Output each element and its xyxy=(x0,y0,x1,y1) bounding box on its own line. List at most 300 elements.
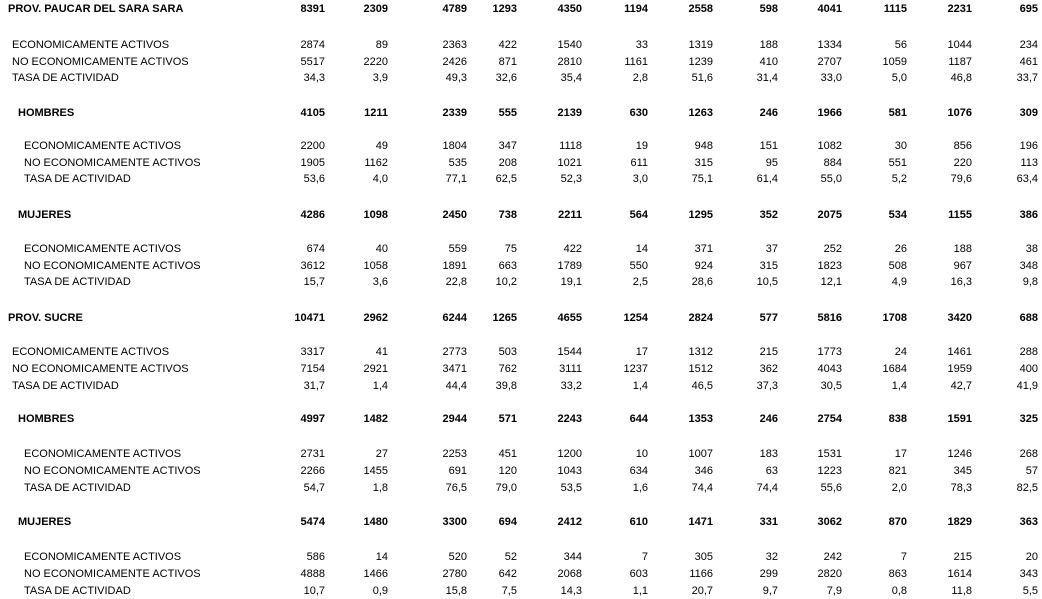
cell-value: 1161 xyxy=(624,56,648,68)
cell-value: 1118 xyxy=(559,140,582,152)
cell-value: 1076 xyxy=(947,107,972,119)
cell-value: 1254 xyxy=(623,312,648,324)
cell-value: 7,5 xyxy=(501,585,517,597)
cell-value: 695 xyxy=(1019,3,1038,15)
cell-value: 12,1 xyxy=(820,276,842,288)
cell-value: 268 xyxy=(1019,448,1038,460)
cell-value: 2773 xyxy=(442,346,467,358)
cell-value: 663 xyxy=(498,260,517,272)
cell-value: 1059 xyxy=(882,56,907,68)
cell-value: 63,4 xyxy=(1016,173,1038,185)
cell-value: 31,4 xyxy=(756,72,778,84)
cell-value: 1265 xyxy=(492,312,517,324)
cell-value: 151 xyxy=(759,140,778,152)
cell-value: 345 xyxy=(953,465,972,477)
cell-value: 4789 xyxy=(442,3,467,15)
cell-value: 5816 xyxy=(817,312,842,324)
cell-value: 2220 xyxy=(363,56,388,68)
row-label: NO ECONOMICAMENTE ACTIVOS xyxy=(12,363,189,375)
cell-value: 1115 xyxy=(883,3,907,15)
cell-value: 2412 xyxy=(557,516,582,528)
cell-value: 16,3 xyxy=(950,276,972,288)
cell-value: 120 xyxy=(498,465,517,477)
cell-value: 41 xyxy=(375,346,388,358)
cell-value: 400 xyxy=(1019,363,1038,375)
cell-value: 1312 xyxy=(688,346,713,358)
cell-value: 1482 xyxy=(363,413,388,425)
cell-value: 26 xyxy=(894,243,907,255)
cell-value: 2707 xyxy=(817,56,842,68)
cell-value: 10,5 xyxy=(756,276,778,288)
table-row xyxy=(0,275,1042,289)
cell-value: 1591 xyxy=(947,413,972,425)
cell-value: 386 xyxy=(1019,209,1038,221)
cell-value: 38 xyxy=(1025,243,1038,255)
cell-value: 642 xyxy=(498,568,517,580)
cell-value: 1187 xyxy=(948,56,972,68)
cell-value: 242 xyxy=(823,551,842,563)
cell-value: 1905 xyxy=(300,157,325,169)
cell-value: 1293 xyxy=(492,3,517,15)
table-row xyxy=(0,550,1042,564)
cell-value: 410 xyxy=(759,56,778,68)
cell-value: 44,4 xyxy=(445,380,467,392)
cell-value: 252 xyxy=(823,243,842,255)
cell-value: 39,8 xyxy=(495,380,517,392)
cell-value: 694 xyxy=(498,516,517,528)
sex-group-row xyxy=(0,412,1042,426)
cell-value: 288 xyxy=(1019,346,1038,358)
cell-value: 1,6 xyxy=(632,482,648,494)
cell-value: 1466 xyxy=(363,568,388,580)
row-label: NO ECONOMICAMENTE ACTIVOS xyxy=(24,568,201,580)
cell-value: 762 xyxy=(498,363,517,375)
cell-value: 1531 xyxy=(817,448,842,460)
cell-value: 1614 xyxy=(947,568,972,580)
cell-value: 1,8 xyxy=(372,482,388,494)
cell-value: 4286 xyxy=(300,209,325,221)
cell-value: 577 xyxy=(759,312,778,324)
cell-value: 2,0 xyxy=(891,482,907,494)
cell-value: 52,3 xyxy=(560,173,582,185)
cell-value: 1471 xyxy=(688,516,713,528)
cell-value: 5,0 xyxy=(891,72,907,84)
cell-value: 46,8 xyxy=(950,72,972,84)
cell-value: 2780 xyxy=(442,568,467,580)
sex-group-row xyxy=(0,208,1042,222)
cell-value: 51,6 xyxy=(691,72,713,84)
cell-value: 1200 xyxy=(557,448,582,460)
row-label: PROV. SUCRE xyxy=(8,312,83,324)
table-row xyxy=(0,259,1042,273)
cell-value: 371 xyxy=(694,243,713,255)
cell-value: 4,0 xyxy=(372,173,388,185)
province-row xyxy=(0,2,1042,16)
cell-value: 7154 xyxy=(300,363,325,375)
cell-value: 3111 xyxy=(559,363,582,375)
cell-value: 2243 xyxy=(557,413,582,425)
cell-value: 1353 xyxy=(688,413,713,425)
cell-value: 586 xyxy=(306,551,325,563)
cell-value: 89 xyxy=(375,39,388,51)
cell-value: 1,4 xyxy=(632,380,648,392)
cell-value: 62,5 xyxy=(495,173,517,185)
cell-value: 2558 xyxy=(688,3,713,15)
cell-value: 550 xyxy=(629,260,648,272)
cell-value: 7,9 xyxy=(826,585,842,597)
cell-value: 79,6 xyxy=(950,173,972,185)
cell-value: 534 xyxy=(888,209,907,221)
cell-value: 52 xyxy=(504,551,517,563)
cell-value: 348 xyxy=(1019,260,1038,272)
cell-value: 884 xyxy=(823,157,842,169)
cell-value: 2253 xyxy=(442,448,467,460)
table-row xyxy=(0,71,1042,85)
cell-value: 61,4 xyxy=(756,173,778,185)
cell-value: 644 xyxy=(629,413,648,425)
cell-value: 75 xyxy=(504,243,517,255)
cell-value: 1058 xyxy=(363,260,388,272)
cell-value: 3317 xyxy=(300,346,325,358)
cell-value: 2426 xyxy=(442,56,467,68)
table-row xyxy=(0,447,1042,461)
cell-value: 5517 xyxy=(300,56,325,68)
cell-value: 581 xyxy=(888,107,907,119)
cell-value: 1891 xyxy=(442,260,467,272)
cell-value: 8391 xyxy=(300,3,325,15)
cell-value: 11,8 xyxy=(951,585,972,597)
cell-value: 422 xyxy=(563,243,582,255)
sex-group-row xyxy=(0,515,1042,529)
cell-value: 1162 xyxy=(364,157,388,169)
cell-value: 57 xyxy=(1025,465,1038,477)
cell-value: 1082 xyxy=(817,140,842,152)
cell-value: 352 xyxy=(759,209,778,221)
cell-value: 2363 xyxy=(442,39,467,51)
table-row xyxy=(0,362,1042,376)
cell-value: 3471 xyxy=(442,363,467,375)
cell-value: 1966 xyxy=(817,107,842,119)
cell-value: 33,2 xyxy=(560,380,582,392)
cell-value: 3420 xyxy=(947,312,972,324)
table-row xyxy=(0,567,1042,581)
cell-value: 299 xyxy=(759,568,778,580)
cell-value: 1544 xyxy=(557,346,582,358)
cell-value: 220 xyxy=(953,157,972,169)
cell-value: 2962 xyxy=(363,312,388,324)
table-row xyxy=(0,55,1042,69)
row-label: NO ECONOMICAMENTE ACTIVOS xyxy=(24,260,201,272)
cell-value: 2075 xyxy=(817,209,842,221)
row-label: TASA DE ACTIVIDAD xyxy=(12,72,119,84)
cell-value: 188 xyxy=(759,39,778,51)
cell-value: 2211 xyxy=(558,209,582,221)
cell-value: 1773 xyxy=(817,346,842,358)
cell-value: 30,5 xyxy=(820,380,842,392)
cell-value: 610 xyxy=(629,516,648,528)
table-row xyxy=(0,139,1042,153)
cell-value: 571 xyxy=(498,413,517,425)
cell-value: 3,9 xyxy=(372,72,388,84)
cell-value: 1540 xyxy=(557,39,582,51)
cell-value: 870 xyxy=(888,516,907,528)
table-row xyxy=(0,38,1042,52)
table-row xyxy=(0,481,1042,495)
cell-value: 2731 xyxy=(300,448,325,460)
table-row xyxy=(0,464,1042,478)
cell-value: 948 xyxy=(694,140,713,152)
cell-value: 1789 xyxy=(557,260,582,272)
cell-value: 821 xyxy=(888,465,907,477)
cell-value: 520 xyxy=(448,551,467,563)
cell-value: 551 xyxy=(888,157,907,169)
cell-value: 77,1 xyxy=(445,173,467,185)
cell-value: 1223 xyxy=(817,465,842,477)
cell-value: 325 xyxy=(1019,413,1038,425)
cell-value: 508 xyxy=(888,260,907,272)
cell-value: 1455 xyxy=(363,465,388,477)
cell-value: 2754 xyxy=(817,413,842,425)
cell-value: 503 xyxy=(498,346,517,358)
cell-value: 1480 xyxy=(363,516,388,528)
row-label: HOMBRES xyxy=(18,107,75,119)
cell-value: 1263 xyxy=(688,107,713,119)
table-row xyxy=(0,242,1042,256)
cell-value: 2824 xyxy=(688,312,713,324)
cell-value: 1098 xyxy=(363,209,388,221)
table-row xyxy=(0,345,1042,359)
cell-value: 2139 xyxy=(557,107,582,119)
table-row xyxy=(0,379,1042,393)
cell-value: 2820 xyxy=(817,568,842,580)
cell-value: 14,3 xyxy=(560,585,582,597)
cell-value: 1166 xyxy=(689,568,713,580)
cell-value: 2,8 xyxy=(632,72,648,84)
cell-value: 4888 xyxy=(300,568,325,580)
cell-value: 1194 xyxy=(624,3,648,15)
cell-value: 14 xyxy=(635,243,648,255)
cell-value: 315 xyxy=(759,260,778,272)
cell-value: 30 xyxy=(894,140,907,152)
cell-value: 188 xyxy=(953,243,972,255)
row-label: ECONOMICAMENTE ACTIVOS xyxy=(24,140,182,152)
cell-value: 1043 xyxy=(557,465,582,477)
cell-value: 738 xyxy=(498,209,517,221)
cell-value: 33 xyxy=(635,39,648,51)
cell-value: 2231 xyxy=(947,3,972,15)
cell-value: 53,6 xyxy=(303,173,325,185)
row-label: ECONOMICAMENTE ACTIVOS xyxy=(24,243,182,255)
cell-value: 35,4 xyxy=(560,72,582,84)
cell-value: 15,8 xyxy=(445,585,467,597)
row-label: NO ECONOMICAMENTE ACTIVOS xyxy=(12,56,189,68)
cell-value: 559 xyxy=(448,243,467,255)
cell-value: 1,4 xyxy=(891,380,907,392)
cell-value: 215 xyxy=(953,551,972,563)
cell-value: 603 xyxy=(629,568,648,580)
cell-value: 1295 xyxy=(688,209,713,221)
cell-value: 4041 xyxy=(817,3,842,15)
cell-value: 10 xyxy=(635,448,648,460)
cell-value: 208 xyxy=(498,157,517,169)
cell-value: 32,6 xyxy=(495,72,517,84)
sex-group-row xyxy=(0,106,1042,120)
cell-value: 344 xyxy=(563,551,582,563)
cell-value: 2,5 xyxy=(632,276,648,288)
cell-value: 5,5 xyxy=(1022,585,1038,597)
cell-value: 75,1 xyxy=(691,173,713,185)
cell-value: 967 xyxy=(953,260,972,272)
cell-value: 1461 xyxy=(947,346,972,358)
cell-value: 1021 xyxy=(557,157,582,169)
cell-value: 2339 xyxy=(442,107,467,119)
cell-value: 246 xyxy=(759,413,778,425)
cell-value: 55,0 xyxy=(820,173,842,185)
cell-value: 422 xyxy=(498,39,517,51)
cell-value: 246 xyxy=(759,107,778,119)
cell-value: 9,8 xyxy=(1022,276,1038,288)
row-label: HOMBRES xyxy=(18,413,75,425)
cell-value: 871 xyxy=(498,56,517,68)
row-label: MUJERES xyxy=(18,516,72,528)
cell-value: 1512 xyxy=(688,363,713,375)
cell-value: 362 xyxy=(759,363,778,375)
cell-value: 1246 xyxy=(947,448,972,460)
cell-value: 838 xyxy=(888,413,907,425)
table-row xyxy=(0,172,1042,186)
cell-value: 555 xyxy=(498,107,517,119)
cell-value: 0,9 xyxy=(372,585,388,597)
row-label: NO ECONOMICAMENTE ACTIVOS xyxy=(24,157,201,169)
cell-value: 2944 xyxy=(442,413,467,425)
cell-value: 309 xyxy=(1019,107,1038,119)
cell-value: 6244 xyxy=(442,312,467,324)
row-label: ECONOMICAMENTE ACTIVOS xyxy=(12,346,170,358)
row-label: ECONOMICAMENTE ACTIVOS xyxy=(24,551,182,563)
table-row xyxy=(0,584,1042,598)
row-label: TASA DE ACTIVIDAD xyxy=(24,276,131,288)
cell-value: 343 xyxy=(1019,568,1038,580)
cell-value: 331 xyxy=(759,516,778,528)
cell-value: 611 xyxy=(630,157,648,169)
row-label: TASA DE ACTIVIDAD xyxy=(24,585,131,597)
cell-value: 55,6 xyxy=(820,482,842,494)
cell-value: 1239 xyxy=(688,56,713,68)
cell-value: 4655 xyxy=(557,312,582,324)
cell-value: 1155 xyxy=(948,209,972,221)
cell-value: 215 xyxy=(759,346,778,358)
cell-value: 3,0 xyxy=(632,173,648,185)
cell-value: 95 xyxy=(765,157,778,169)
cell-value: 17 xyxy=(894,448,907,460)
cell-value: 535 xyxy=(448,157,467,169)
cell-value: 863 xyxy=(888,568,907,580)
cell-value: 1237 xyxy=(623,363,648,375)
cell-value: 19 xyxy=(635,140,648,152)
cell-value: 54,7 xyxy=(303,482,325,494)
cell-value: 183 xyxy=(759,448,778,460)
cell-value: 2810 xyxy=(557,56,582,68)
cell-value: 20,7 xyxy=(691,585,713,597)
cell-value: 1684 xyxy=(882,363,907,375)
cell-value: 10,2 xyxy=(495,276,517,288)
cell-value: 346 xyxy=(694,465,713,477)
cell-value: 2874 xyxy=(300,39,325,51)
cell-value: 7 xyxy=(641,551,648,563)
cell-value: 305 xyxy=(694,551,713,563)
cell-value: 2068 xyxy=(557,568,582,580)
cell-value: 196 xyxy=(1019,140,1038,152)
row-label: TASA DE ACTIVIDAD xyxy=(12,380,119,392)
cell-value: 49 xyxy=(375,140,388,152)
cell-value: 10471 xyxy=(294,312,325,324)
cell-value: 74,4 xyxy=(756,482,778,494)
cell-value: 1823 xyxy=(817,260,842,272)
cell-value: 1319 xyxy=(688,39,713,51)
row-label: PROV. PAUCAR DEL SARA SARA xyxy=(8,3,184,15)
cell-value: 564 xyxy=(629,209,648,221)
cell-value: 7 xyxy=(900,551,907,563)
cell-value: 113 xyxy=(1020,157,1038,169)
cell-value: 33,0 xyxy=(820,72,842,84)
cell-value: 24 xyxy=(894,346,907,358)
cell-value: 315 xyxy=(694,157,713,169)
cell-value: 1007 xyxy=(688,448,713,460)
cell-value: 76,5 xyxy=(445,482,467,494)
cell-value: 82,5 xyxy=(1016,482,1038,494)
cell-value: 347 xyxy=(498,140,517,152)
cell-value: 4105 xyxy=(300,107,325,119)
cell-value: 2200 xyxy=(300,140,325,152)
cell-value: 37 xyxy=(765,243,778,255)
cell-value: 19,1 xyxy=(560,276,582,288)
cell-value: 49,3 xyxy=(445,72,467,84)
row-label: NO ECONOMICAMENTE ACTIVOS xyxy=(24,465,201,477)
cell-value: 3612 xyxy=(300,260,325,272)
cell-value: 4997 xyxy=(300,413,325,425)
cell-value: 46,5 xyxy=(691,380,713,392)
cell-value: 924 xyxy=(694,260,713,272)
cell-value: 5,2 xyxy=(891,173,907,185)
cell-value: 33,7 xyxy=(1016,72,1038,84)
cell-value: 1044 xyxy=(947,39,972,51)
cell-value: 0,8 xyxy=(891,585,907,597)
cell-value: 34,3 xyxy=(303,72,325,84)
cell-value: 1708 xyxy=(882,312,907,324)
cell-value: 15,7 xyxy=(303,276,325,288)
cell-value: 3,6 xyxy=(372,276,388,288)
cell-value: 53,5 xyxy=(560,482,582,494)
table-row xyxy=(0,156,1042,170)
cell-value: 14 xyxy=(375,551,388,563)
cell-value: 2309 xyxy=(363,3,388,15)
cell-value: 363 xyxy=(1019,516,1038,528)
cell-value: 2266 xyxy=(300,465,325,477)
cell-value: 40 xyxy=(375,243,388,255)
cell-value: 37,3 xyxy=(756,380,778,392)
cell-value: 3300 xyxy=(442,516,467,528)
cell-value: 4350 xyxy=(557,3,582,15)
cell-value: 598 xyxy=(759,3,778,15)
cell-value: 1,1 xyxy=(632,585,648,597)
cell-value: 451 xyxy=(498,448,517,460)
cell-value: 1959 xyxy=(947,363,972,375)
cell-value: 79,0 xyxy=(495,482,517,494)
cell-value: 674 xyxy=(306,243,325,255)
cell-value: 4,9 xyxy=(891,276,907,288)
cell-value: 461 xyxy=(1019,56,1038,68)
cell-value: 3062 xyxy=(817,516,842,528)
